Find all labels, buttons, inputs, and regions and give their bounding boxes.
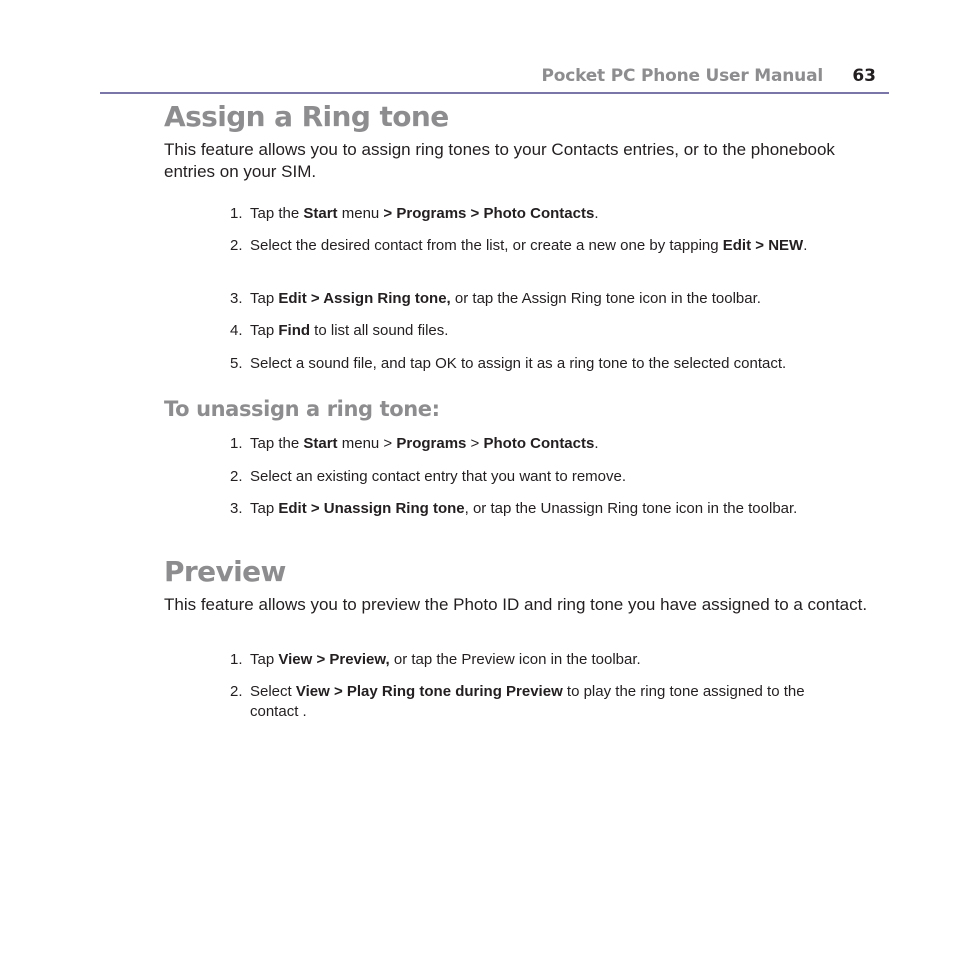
step-text: Select View > Play Ring tone during Preview to play the ring tone assigned to the contact . [250, 683, 805, 720]
step-item [230, 289, 850, 309]
step-number: 3. [230, 500, 243, 517]
subsection-title-unassign: To unassign a ring tone: [164, 397, 440, 421]
step-item [230, 650, 850, 670]
step-number: 1. [230, 651, 243, 668]
step-number: 1. [230, 205, 243, 222]
step-text: Tap View > Preview, or tap the Preview icon in the toolbar. [250, 651, 641, 668]
step-number: 1. [230, 435, 243, 452]
section-title-assign-ring-tone: Assign a Ring tone [164, 100, 449, 133]
step-number: 2. [230, 237, 243, 254]
step-text: Tap Find to list all sound files. [250, 322, 449, 339]
step-item [230, 321, 850, 341]
step-text: Select a sound file, and tap OK to assign it as a ring tone to the selected contact. [250, 355, 787, 372]
step-item [230, 499, 870, 519]
step-number: 2. [230, 683, 243, 700]
step-number: 2. [230, 468, 243, 485]
step-number: 4. [230, 322, 243, 339]
step-text: Tap Edit > Unassign Ring tone, or tap the Unassign Ring tone icon in the toolbar. [250, 500, 798, 517]
page-number: 63 [852, 66, 876, 86]
section-title-preview: Preview [164, 555, 286, 588]
manual-title: Pocket PC Phone User Manual [541, 66, 823, 86]
step-text: Tap the Start menu > Programs > Photo Contacts. [250, 435, 599, 452]
step-number: 5. [230, 355, 243, 372]
section-intro-preview: This feature allows you to preview the Photo ID and ring tone you have assigned to a contact. [164, 595, 868, 614]
step-number: 3. [230, 290, 243, 307]
step-text: Tap Edit > Assign Ring tone, or tap the Assign Ring tone icon in the toolbar. [250, 290, 761, 307]
step-item [230, 682, 830, 722]
step-text: Select the desired contact from the list, or create a new one by tapping Edit > NEW. [250, 237, 808, 254]
step-item [230, 204, 850, 224]
section-intro-assign: This feature allows you to assign ring tones to your Contacts entries, or to the phonebook entries on your SIM. [164, 140, 835, 181]
step-item [230, 236, 849, 256]
step-text: Select an existing contact entry that you want to remove. [250, 468, 627, 485]
step-item [230, 467, 850, 487]
step-text: Tap the Start menu > Programs > Photo Contacts. [250, 205, 599, 222]
step-item [230, 434, 850, 454]
step-item [230, 354, 850, 374]
page-header [100, 62, 889, 94]
